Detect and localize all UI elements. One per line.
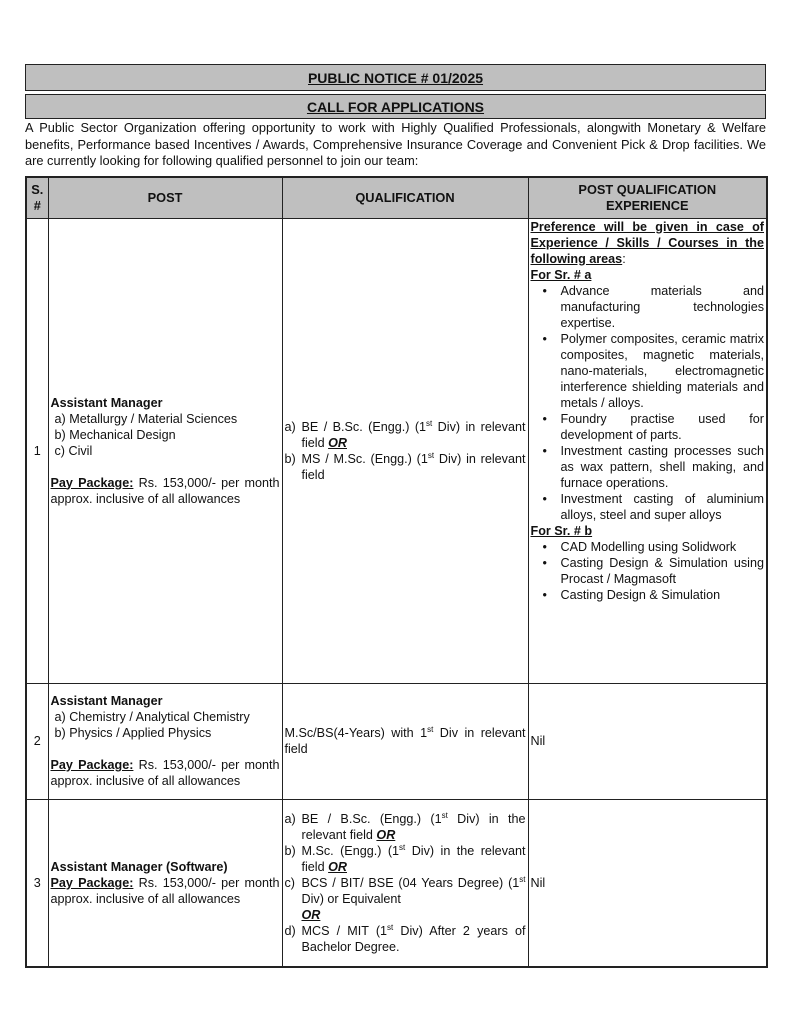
post-title: Assistant Manager (Software) [50,859,228,874]
field-item: c) Civil [54,443,93,458]
notice-intro: A Public Sector Organization offering opportunity to work with Highly Qualified Professionals, alongwith Monetary & Welfare benefits, Performance based Incentives / Awards, Comprehensive Insurance Coverage and Convenient Pick & Drop facilities. We are currently looking for following qualified personnel to join our team: [25,120,766,168]
table-row [26,799,767,967]
post-title: Assistant Manager [50,395,163,410]
experience-item: • CAD Modelling using Solidwork [561,539,765,555]
header-qualification: QUALIFICATION [282,177,528,219]
experience-item: • Polymer composites, ceramic matrix composites, magnetic materials, nano-materials, electromagnetic interference shielding materials and metals / alloys. [561,331,765,411]
row-number: 2 [26,683,48,799]
group-label-b: For Sr. # b [530,523,593,538]
qualification-item: c) BCS / BIT/ BSE (04 Years Degree) (1st Div) or Equivalent OR [284,874,526,922]
preference-note: Preference will be given in case of Experience / Skills / Courses in the following areas: [530,219,764,266]
field-item: a) Metallurgy / Material Sciences [54,411,238,426]
or-text: OR [376,827,396,842]
qualification-cell [282,218,528,683]
experience-item: • Foundry practise used for development of parts. [561,411,765,443]
qualification-cell [282,799,528,967]
table-row [26,218,767,683]
or-text: OR [328,435,347,450]
pay-label: Pay Package: [50,758,134,772]
or-text: OR [301,907,321,922]
post-title: Assistant Manager [50,694,163,708]
qualification-text: M.Sc/BS(4-Years) with 1st Div in relevant field [284,724,526,756]
pay-package [51,475,280,507]
pay-text: Rs. 153,000/- per month approx. inclusive of all allowances [50,758,280,788]
qualification-cell [282,683,528,799]
experience-item: • Investment casting of aluminium alloys, steel and super alloys [561,491,765,523]
header-experience: POST QUALIFICATION EXPERIENCE [528,177,767,219]
field-item: b) Mechanical Design [54,427,176,442]
experience-item: • Advance materials and manufacturing technologies expertise. [561,283,765,331]
experience-list-b [531,539,765,603]
qualification-list [285,419,526,483]
qualification-item: b) MS / M.Sc. (Engg.) (1st Div) in relevant field [284,450,526,482]
qualification-item: a) BE / B.Sc. (Engg.) (1st Div) in the relevant field OR [284,810,526,842]
notice-page [25,64,766,968]
notice-title: PUBLIC NOTICE # 01/2025 [25,64,766,91]
post-cell [48,218,282,683]
field-list [51,411,280,459]
qualification-list [285,811,526,955]
field-list [51,709,280,741]
experience-cell: Nil [528,683,767,799]
post-cell [48,683,282,799]
qualification-item: b) M.Sc. (Engg.) (1st Div) in the relevant field OR [284,842,526,874]
row-number: 1 [26,218,48,683]
or-text: OR [328,859,347,874]
table-header-row [26,177,767,219]
experience-cell [528,218,767,683]
field-item: a) Chemistry / Analytical Chemistry [54,710,250,724]
experience-item: • Investment casting processes such as wax pattern, shell making, and furnace operations. [561,443,765,491]
experience-cell: Nil [528,799,767,967]
pay-text: Rs. 153,000/- per month approx. inclusive of all allowances [50,875,280,906]
qualification-item: d) MCS / MIT (1st Div) After 2 years of Bachelor Degree. [284,922,526,954]
pay-label: Pay Package: [50,875,134,890]
header-sr: S. # [26,177,48,219]
group-label-a: For Sr. # a [530,267,592,282]
qualification-item: a) BE / B.Sc. (Engg.) (1st Div) in relevant field OR [284,418,526,450]
positions-table [25,176,768,969]
experience-list-a [531,283,765,523]
pay-package [51,875,280,907]
notice-subtitle: CALL FOR APPLICATIONS [25,94,766,119]
post-cell [48,799,282,967]
pay-text: Rs. 153,000/- per month approx. inclusive of all allowances [50,475,280,506]
pay-package [51,757,280,789]
experience-item: • Casting Design & Simulation using Procast / Magmasoft [561,555,765,587]
experience-item: • Casting Design & Simulation [561,587,765,603]
table-row [26,683,767,799]
header-post: POST [48,177,282,219]
field-item: b) Physics / Applied Physics [54,726,212,740]
row-number: 3 [26,799,48,967]
pay-label: Pay Package: [50,475,134,490]
